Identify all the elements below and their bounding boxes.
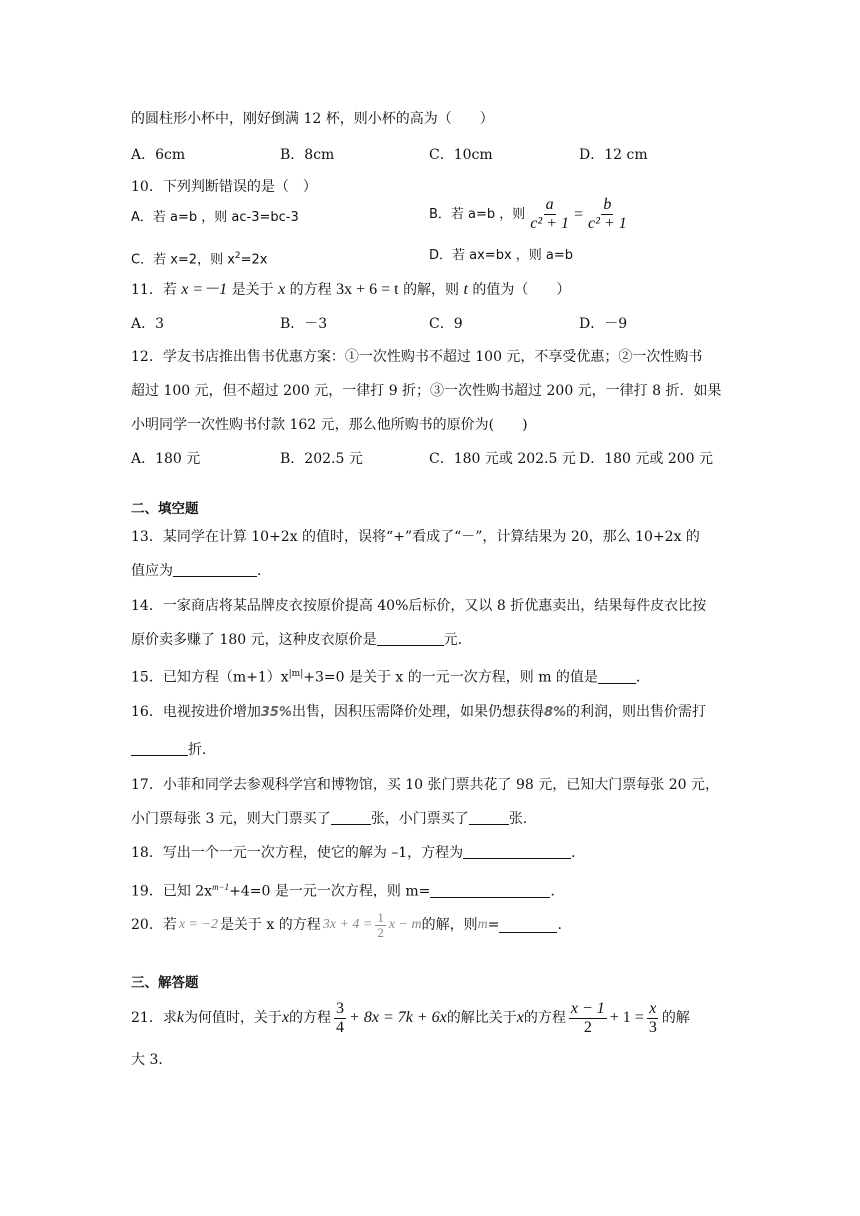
q20-text: 的解，则: [421, 917, 478, 933]
q18-text-end: ．: [571, 845, 586, 861]
q21-equation-1: + 8x = 7k + 6x: [349, 1009, 447, 1026]
answer-blank[interactable]: [331, 810, 371, 825]
numerator: b: [603, 196, 612, 213]
q16-percent-8: 8%: [543, 705, 567, 720]
q16-text: 出售，因积压需降价处理，如果仍想获得: [291, 704, 544, 720]
q15-text-end: ．: [635, 669, 650, 686]
q20-equation-left: 3x + 4 =: [322, 917, 373, 932]
q16-line-1: [131, 702, 706, 723]
q20-equation-right: x − m: [388, 917, 422, 932]
q9-option-d: D．12 cm: [579, 147, 648, 163]
q21-variable-x: x: [281, 1009, 290, 1026]
q10-c-superscript: 2: [234, 251, 241, 261]
q19-text-end: .: [550, 883, 555, 900]
q13-text: 值应为: [131, 563, 173, 579]
q16-text-end: 折．: [188, 742, 216, 758]
q12-line-2: 超过 100 元，但不超过 200 元，一律打 9 折；③一次性购书超过 200 元，一律打 8 折．如果: [131, 383, 722, 399]
q11-stem: [131, 280, 570, 300]
q10-option-d: D．若 ax=bx ，则 a=b: [429, 248, 574, 263]
q13-line-2: [131, 561, 271, 581]
q19-line: [131, 877, 555, 902]
q13-line-1: 13．某同学在计算 10+2x 的值时，误将“+”看成了“－”，计算结果为 20，那么 10+2x 的: [131, 529, 700, 545]
denominator: c² + 1: [530, 215, 569, 232]
answer-blank[interactable]: [173, 562, 257, 577]
q10-option-b-label: B．若 a=b ，则: [429, 206, 526, 222]
q12-option-a: A．180 元: [131, 451, 201, 467]
q11-text: 的值为（ ）: [472, 282, 571, 298]
answer-blank[interactable]: [598, 669, 636, 684]
q21-line-1: [131, 996, 690, 1040]
denominator: 2: [377, 924, 384, 940]
q11-x-value: x =－1: [181, 281, 228, 298]
q21-text: 的解: [661, 1010, 690, 1026]
answer-blank[interactable]: [463, 844, 571, 859]
q14-text: 原价卖多赚了 180 元，这种皮衣原价是: [131, 632, 377, 648]
answer-blank[interactable]: [499, 918, 557, 933]
q17-text-end: 张.: [508, 811, 528, 827]
q10-c-text-end: =2x: [240, 252, 268, 268]
q20-text: =: [487, 917, 500, 933]
denominator: 3: [648, 1018, 657, 1036]
q17-text: 小门票每张 3 元，则大门票买了: [131, 811, 331, 827]
q11-text: 的方程: [289, 282, 332, 298]
q17-line-1: 17．小菲和同学去参观科学宫和博物馆，买 10 张门票共花了 98 元，已知大门票每张 20 元，: [131, 777, 719, 793]
q20-x-value: x = −2: [178, 917, 218, 932]
q10-option-a: A．若 a=b ，则 ac-3=bc-3: [131, 210, 299, 225]
q11-option-d: D．－9: [579, 316, 628, 332]
q10-fraction-a: [528, 196, 571, 233]
q21-text: 的方程: [523, 1010, 566, 1026]
q19-text: +4=0 是一元一次方程，则 m=: [229, 883, 431, 900]
q11-option-b: B．－3: [280, 316, 328, 332]
q12-line-1: 12．学友书店推出售书优惠方案：①一次性购书不超过 100 元，不享受优惠；②一次性购书: [131, 349, 703, 365]
q20-variable-m: m: [477, 917, 488, 932]
q11-variable-x: x: [278, 281, 286, 298]
q12-line-3: 小明同学一次性购书付款 162 元，那么他所购书的原价为( ): [131, 417, 528, 433]
q17-line-2: [131, 809, 527, 829]
answer-blank[interactable]: [430, 883, 550, 898]
denominator: c² + 1: [588, 215, 627, 232]
q19-text: 19．已知 2x: [131, 883, 213, 900]
q9-option-b: B．8cm: [280, 147, 335, 163]
q10-fraction-b: [586, 196, 629, 233]
q12-option-c: C．180 元或 202.5 元: [429, 451, 576, 467]
q15-line: [131, 664, 650, 688]
q19-superscript: m−1: [212, 882, 230, 892]
equals-sign: =: [574, 205, 584, 223]
q11-variable-t: t: [463, 281, 468, 298]
q9-continuation: 的圆柱形小杯中，刚好倒满 12 杯，则小杯的高为（ ）: [131, 111, 494, 127]
answer-blank[interactable]: [131, 741, 188, 756]
q12-option-d: D．180 元或 200 元: [579, 451, 714, 467]
q14-text-end: 元．: [443, 632, 472, 648]
numerator: a: [545, 196, 554, 213]
q21-line-2: 大 3．: [131, 1052, 173, 1068]
q11-text: 11．若: [131, 282, 177, 298]
section-heading-solve: 三、解答题: [131, 975, 199, 991]
numerator: x: [649, 999, 657, 1017]
q13-text-end: ．: [257, 563, 271, 579]
q21-variable-x: x: [516, 1009, 524, 1026]
q9-option-a: A．6cm: [131, 147, 186, 163]
denominator: 4: [336, 1018, 345, 1036]
q9-option-c: C．10cm: [429, 147, 493, 163]
q16-text: 16．电视按进价增加: [131, 704, 261, 720]
q10-option-c: [131, 246, 268, 270]
q14-line-1: 14．一家商店将某品牌皮衣按原价提高 40%后标价，又以 8 折优惠卖出，结果每件皮衣比按: [131, 598, 707, 614]
q21-fraction-x-minus-1-over-2: [569, 1000, 607, 1037]
q10-stem: 10．下列判断错误的是（ ）: [131, 179, 317, 195]
numerator: 1: [377, 909, 384, 925]
numerator: 3: [336, 999, 345, 1017]
q21-variable-k: k: [176, 1009, 184, 1026]
q11-equation: 3x + 6 = t: [336, 281, 399, 298]
q18-text: 18．写出一个一元一次方程，使它的解为 –1，方程为: [131, 845, 464, 861]
answer-blank[interactable]: [377, 631, 444, 646]
q18-line: [131, 843, 585, 863]
numerator: x − 1: [570, 999, 605, 1017]
q21-text: 的方程: [289, 1010, 332, 1026]
q11-option-a: A．3: [131, 316, 165, 332]
q11-option-c: C．9: [429, 316, 463, 332]
q11-text: 的解，则: [403, 282, 460, 298]
q15-text: 15．已知方程（m+1）x: [131, 669, 289, 686]
q21-text: 为何值时，关于: [183, 1010, 282, 1026]
q21-equation-2: + 1 =: [609, 1009, 644, 1026]
section-heading-fill-in: 二、填空题: [131, 501, 199, 517]
q14-line-2: [131, 630, 472, 650]
q20-line: [131, 907, 562, 943]
q11-text: 是关于: [231, 282, 274, 298]
q10-c-text: C．若 x=2，则 x: [131, 252, 235, 268]
q20-text: 20．若: [131, 917, 177, 933]
q21-fraction-3-4: [334, 1000, 346, 1037]
q16-line-2: [131, 740, 216, 760]
q17-text: 张，小门票买了: [370, 811, 469, 827]
q10-option-b: [429, 196, 632, 233]
q12-option-b: B．202.5 元: [280, 451, 363, 467]
q21-text: 的解比关于: [446, 1010, 517, 1026]
q20-text: 是关于 x 的方程: [219, 917, 321, 933]
denominator: 2: [583, 1018, 592, 1036]
q16-text: 的利润，则出售价需打: [566, 704, 707, 720]
q16-percent-35: 35%: [260, 705, 292, 720]
answer-blank[interactable]: [469, 810, 509, 825]
q15-text: +3=0 是关于 x 的一元一次方程，则 m 的值是: [303, 669, 598, 686]
q20-fraction-half: [375, 911, 386, 940]
q15-superscript: |m|: [288, 669, 304, 679]
q20-text-end: .: [557, 917, 562, 933]
q21-text: 21．求: [131, 1010, 177, 1026]
q21-fraction-x-over-3: [647, 1000, 659, 1037]
